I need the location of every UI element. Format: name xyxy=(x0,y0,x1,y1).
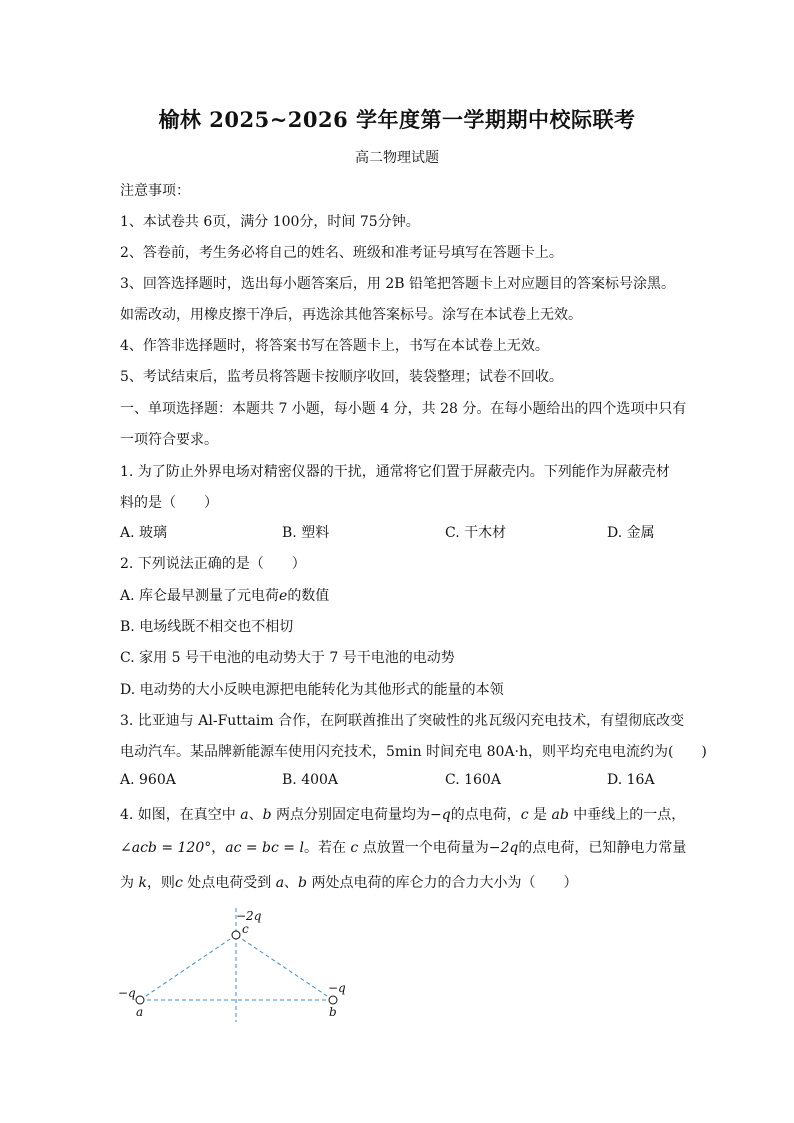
q2-option-a-text: A. 库仑最早测量了元电荷 xyxy=(120,588,280,604)
charge-a-point xyxy=(136,996,144,1004)
q3-stem-cont: 电动汽车。某品牌新能源车使用闪充技术，5min 时间充电 80A·h，则平均充电电流约为( ) xyxy=(120,744,707,760)
q4-text: 、 xyxy=(284,875,299,891)
q4-text: 是 xyxy=(528,807,552,823)
q4-stem xyxy=(120,804,685,824)
q4-var: b xyxy=(262,807,272,823)
q3-option-a: A. 960A xyxy=(120,772,176,788)
q1-option-d: D. 金属 xyxy=(607,525,655,541)
q4-var: −q xyxy=(430,807,451,823)
q4-text: ，则 xyxy=(146,875,175,891)
q1-option-a: A. 玻璃 xyxy=(120,525,168,541)
q4-var: c xyxy=(520,807,529,823)
q4-text: 的点电荷， xyxy=(450,807,521,823)
section-heading-cont: 一项符合要求。 xyxy=(120,432,218,448)
q2-option-a-tail: 的数值 xyxy=(287,588,330,604)
label-a-charge: −q xyxy=(118,986,136,1000)
q4-text: 。若在 xyxy=(303,840,351,856)
q4-var: c xyxy=(174,875,183,891)
charge-c-point xyxy=(232,931,240,939)
notice-item: 3、回答选择题时，选出每小题答案后，用 2B 铅笔把答题卡上对应题目的答案标号涂黑。 xyxy=(120,276,676,292)
section-heading: 一、单项选择题：本题共 7 小题，每小题 4 分，共 28 分。在每小题给出的四个选项中只有 xyxy=(120,401,687,417)
q2-option-c: C. 家用 5 号干电池的电动势大于 7 号干电池的电动势 xyxy=(120,650,455,666)
notice-item: 5、考试结束后，监考员将答题卡按顺序收回，装袋整理；试卷不回收。 xyxy=(120,369,563,385)
q4-var: ∠acb = 120° xyxy=(120,840,212,856)
q4-text: 处点电荷受到 xyxy=(182,875,276,891)
exam-subtitle: 高二物理试题 xyxy=(355,150,439,166)
q4-var: b xyxy=(298,875,308,891)
notice-item: 如需改动，用橡皮擦干净后，再选涂其他答案标号。涂写在本试卷上无效。 xyxy=(120,307,582,323)
q3-option-d: D. 16A xyxy=(607,772,655,788)
q2-stem: 2. 下列说法正确的是（ ） xyxy=(120,556,306,572)
notice-item: 4、作答非选择题时，将答案书写在答题卡上，书写在本试卷上无效。 xyxy=(120,338,549,354)
label-b: b xyxy=(329,1005,337,1019)
q4-var: a xyxy=(240,807,249,823)
label-c-charge: −2q xyxy=(236,909,262,923)
q4-stem-cont xyxy=(120,837,686,857)
notice-item: 2、答卷前，考生务必将自己的姓名、班级和准考证号填写在答题卡上。 xyxy=(120,245,563,261)
q4-text: 中垂线上的一点， xyxy=(568,807,686,823)
label-c: c xyxy=(242,922,249,936)
q2-option-b: B. 电场线既不相交也不相切 xyxy=(120,619,294,635)
q3-stem: 3. 比亚迪与 Al-Futtaim 合作，在阿联酋推出了突破性的兆瓦级闪充电技术，有望彻底改变 xyxy=(120,713,685,729)
q2-option-d: D. 电动势的大小反映电源把电能转化为其他形式的能量的本领 xyxy=(120,682,504,698)
q4-text: 、 xyxy=(248,807,263,823)
q4-var: c xyxy=(350,840,359,856)
q4-var: k xyxy=(138,875,147,891)
q4-text: 两处点电荷的库仑力的合力大小为（ ） xyxy=(307,875,578,891)
q4-var: −2q xyxy=(488,840,519,856)
label-b-charge: −q xyxy=(328,981,346,995)
q1-stem-cont: 料的是（ ） xyxy=(120,495,218,511)
q4-text: 点放置一个电荷量为 xyxy=(358,840,489,856)
q1-stem: 1. 为了防止外界电场对精密仪器的干扰，通常将它们置于屏蔽壳内。下列能作为屏蔽壳材 xyxy=(120,464,670,480)
charge-diagram xyxy=(110,900,370,1028)
q4-var: ab xyxy=(551,807,569,823)
q4-stem-cont xyxy=(120,872,577,892)
segment-ac xyxy=(140,935,236,1000)
q4-text: 两点分别固定电荷量均为 xyxy=(271,807,431,823)
q4-text: 的点电荷，已知静电力常量 xyxy=(518,840,687,856)
exam-title: 榆林 2025~2026 学年度第一学期期中校际联考 xyxy=(158,107,636,132)
q4-text: 4. 如图，在真空中 xyxy=(120,807,241,823)
q4-var: ac = bc = l xyxy=(225,840,304,856)
q1-option-b: B. 塑料 xyxy=(282,525,330,541)
q2-option-a xyxy=(120,585,329,605)
q4-var: a xyxy=(275,875,285,891)
q3-option-b: B. 400A xyxy=(282,772,339,788)
q1-option-c: C. 干木材 xyxy=(445,525,507,541)
q2-option-a-var: e xyxy=(279,588,288,604)
charge-b-point xyxy=(329,996,337,1004)
q4-text: 为 xyxy=(120,875,139,891)
notice-heading: 注意事项： xyxy=(120,183,190,199)
notice-item: 1、本试卷共 6页，满分 100分，时间 75分钟。 xyxy=(120,214,420,230)
q3-option-c: C. 160A xyxy=(445,772,501,788)
segment-bc xyxy=(236,935,333,1000)
label-a: a xyxy=(136,1005,144,1019)
q4-text: ， xyxy=(211,840,226,856)
